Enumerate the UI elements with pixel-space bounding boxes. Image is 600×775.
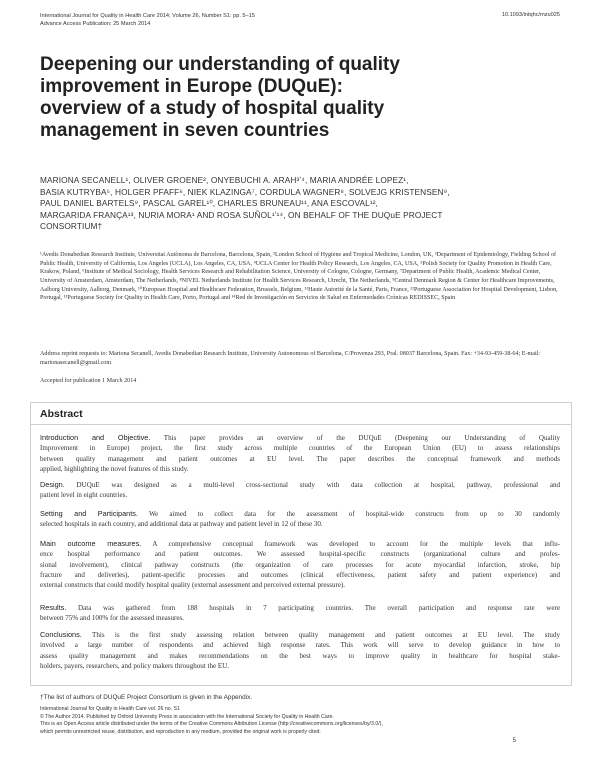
section-text: involved a large number of respondents and achieved high response rates. This work will serve to develop guidance in how to [40, 641, 560, 650]
author-line: MARGARIDA FRANÇA¹³, NURIA MORA¹ AND ROSA SUÑOL¹ʼ¹⁴, ON BEHALF OF THE DUQuE PROJECT [40, 209, 443, 220]
section-heading: Conclusions. [40, 630, 82, 639]
section-text: between 75% and 100% for the assessed measures. [40, 614, 185, 623]
section-text: Improvement in Europe) project, the first study across multiple countries of the European Union (EU) to assess relationships [40, 444, 560, 453]
section-text: ence hospital performance and patient outcomes. We assessed hospital-specific constructs (organizational culture and profes- [40, 550, 560, 559]
footer-line: © The Author 2014. Published by Oxford University Press in association with the International Society for Quality in Health Care. [40, 713, 334, 720]
accepted-date: Accepted for publication 1 March 2014 [40, 378, 137, 384]
section-text: assess quality management and makes recommendations on the best ways to improve quality in healthcare for hospital stake- [40, 651, 560, 660]
section-text: applied, highlighting the novel features of this study. [40, 464, 189, 473]
footer-line: International Journal for Quality in Health Care vol. 26 no. S1 [40, 706, 180, 712]
author-line: MARIONA SECANELL¹, OLIVER GROENE², ONYEBUCHI A. ARAH³ʼ⁴, MARIA ANDRÉE LOPEZ¹, [40, 175, 409, 185]
section-text: This is the first study assessing relation between quality management and patient outcomes at EU level. The study [92, 631, 560, 639]
abstract-section-introduction [40, 433, 560, 474]
section-text: holders, payers, researchers, and policy makers throughout the EU. [40, 661, 230, 670]
abstract-section-design [40, 480, 560, 501]
page-number: 5 [512, 738, 516, 744]
abstract-section-results [40, 603, 560, 624]
footer-line: This is an Open Access article distributed under the terms of the Creative Commons Attribution License (http://creativecommons.org/licenses/by/3.0/), [40, 721, 383, 728]
section-heading: Introduction and Objective. [40, 433, 151, 442]
section-heading: Results. [40, 603, 67, 612]
advance-access-date: Advance Access Publication: 25 March 2014 [40, 21, 151, 27]
section-text: sional involvement), clinical pathway constructs (the organization of care processes for acute myocardial infarction, stroke, hip [40, 560, 560, 569]
section-heading: Setting and Participants. [40, 509, 138, 518]
running-header [40, 12, 255, 28]
section-text: patient level in eight countries. [40, 491, 128, 500]
abstract-section-setting [40, 509, 560, 530]
journal-footer [40, 706, 540, 737]
journal-citation: International Journal for Quality in Health Care 2014; Volume 26, Number S1: pp. 5–15 [40, 13, 255, 19]
section-text: Data was gathered from 188 hospitals in 7 participating countries. The overall participation and response rate were [78, 604, 560, 612]
abstract-heading: Abstract [40, 408, 83, 420]
title-line: overview of a study of hospital quality [40, 98, 385, 119]
footer-line: which permits unrestricted reuse, distribution, and reproduction in any medium, provided the original work is properly cited. [40, 729, 321, 736]
section-heading: Main outcome measures. [40, 539, 142, 548]
author-footnote: †The list of authors of DUQuE Project Consortium is given in the Appendix. [40, 694, 253, 701]
title-line: improvement in Europe (DUQuE): [40, 76, 343, 97]
section-text: DUQuE was designed as a multi-level cross-sectional study with data collection at hospital, pathway, professional and [76, 481, 560, 489]
abstract-divider [30, 424, 571, 425]
section-text: We aimed to collect data for the assessment of hospital-wide constructs from up to 30 randomly [148, 510, 560, 518]
section-text: A comprehensive conceptual framework was developed to account for the multiple levels that influ- [152, 540, 560, 548]
section-text: selected hospitals in each country, and additional data at pathway and patient level in 12 of these 30. [40, 520, 323, 529]
section-text: fracture and deliveries), patient-specific processes and outcomes (clinical effectiveness, patient safety and patient experience) and [40, 570, 560, 579]
affiliations: ¹Avedis Donabedian Research Institute, Universitat Autònoma de Barcelona, Barcelona, Spain, ²London School of Hygiene and Tropical Medicine, London, UK, ³Department of Epidemiology, Fielding School of Public Health, University of California, Los Angeles (UCLA), Los Angeles, CA, USA, ⁴UCLA Center for Health Policy Research, Los Angeles, CA, USA, ⁵Polish Society for Quality Promotion in Health Care, Krakow, Poland, ⁶Institute of Medical Sociology, Health Services Research and Rehabilitation Science, University of Cologne, Cologne, Germany, ⁷Department of Public Health, Academic Medical Center, University of Amsterdam, Amsterdam, The Netherlands, ⁸NIVEL Netherlands Institute for Health Services Research, Utrecht, The Netherlands, ⁹Central Denmark Region & Center for Healthcare Improvements, Aalborg University, Aalborg, Denmark, ¹⁰European Hospital and Healthcare Federation, Brussels, Belgium, ¹¹Haute Autorité de la Santé, Paris, France, ¹²Portuguese Association for Hospital Development, Lisbon, Portugal, ¹³Portuguese Society for Quality in Health Care, Porto, Portugal and ¹⁴Red de Investigación en Servicios de Salud en Enfermedades Crónicas REDISSEC, Spain [40, 252, 558, 302]
section-heading: Design. [40, 480, 65, 489]
section-text: This paper provides an overview of the DUQuE (Deepening our Understanding of Quality [163, 434, 560, 442]
title-line: Deepening our understanding of quality [40, 54, 400, 75]
correspondence-address: Address reprint requests to: Mariona Secanell, Avedis Donabedian Research Institute, University Autonomous of Barcelona, C/Provenza 293, Pral. 08037 Barcelona, Spain. Fax: +34-93-459-38-64; E-mail: marionasecanell@gmail.com [40, 351, 541, 366]
doi-link[interactable]: 10.1093/intqhc/mzu025 [501, 12, 560, 18]
paper-title [40, 54, 540, 142]
section-text: between quality management and patient outcomes at EU level. The paper describes the conceptual framework and methods [40, 454, 560, 463]
author-line: PAUL DANIEL BARTELS⁹, PASCAL GAREL¹⁰, CHARLES BRUNEAU¹¹, ANA ESCOVAL¹², [40, 198, 378, 209]
abstract-section-conclusions [40, 630, 560, 671]
section-text: external constructs that could modify hospital quality (external assessment and perceived external pressure). [40, 581, 346, 590]
abstract-section-outcomes [40, 539, 560, 590]
author-list [40, 175, 540, 233]
author-line: BASIA KUTRYBA⁵, HOLGER PFAFF⁶, NIEK KLAZINGA⁷, CORDULA WAGNER⁸, SOLVEJG KRISTENSEN⁹, [40, 186, 450, 197]
title-line: management in seven countries [40, 120, 330, 141]
author-line: CONSORTIUM† [40, 221, 103, 232]
